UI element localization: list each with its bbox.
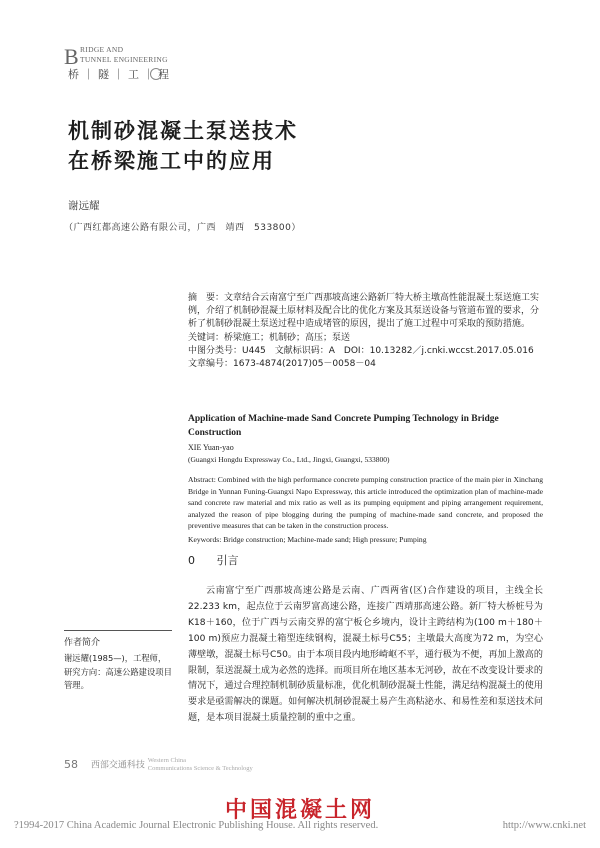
article-author: 谢远耀 [68,200,100,212]
section-heading [188,552,239,568]
english-abstract-text: Abstract: Combined with the high performance concrete pumping construction practice of the main pier in Xinchang Bridge in Yunnan Funing-Guangxi Napo Expressway, this article introduced the optimization plan of machine-made sand concrete raw material and mix ratio as well as its pumping equipment and piping arrangement requirement, analyzed the reason of pipe blogging during the pumping of machine-made sand concrete, and proposed the preventive measures that can be taken in the construction process. [188,475,543,531]
page-footer [64,757,253,773]
section-title: 引言 [216,554,239,567]
author-note-text: 谢远耀(1985—)，工程师，研究方向：高速公路建设项目管理。 [64,653,172,690]
journal-logo-line2: TUNNEL ENGINEERING [80,55,168,64]
journal-name-en-line1: Western China [147,757,187,764]
article-affiliation: （广西红都高速公路有限公司，广西 靖西 533800） [64,223,301,233]
journal-name-en [148,757,253,773]
page-number: 58 [64,757,78,771]
site-watermark: 中国混凝土网 [224,798,375,823]
abstract-cn-text: 摘 要：文章结合云南富宁至广西那坡高速公路新厂特大桥主墩高性能混凝土泵送施工实例，介绍了机制砂混凝土原材料及配合比的优化方案及其泵送设备与管道布置的要求，分析了机制砂混凝土泵送过程中造成堵管的原因，提出了施工过程中可采取的预防措施。 [188,293,540,330]
journal-emblem-icon [150,68,162,80]
article-number-line: 文章编号：1673-4874(2017)05－0058－04 [188,358,376,369]
section-body-text: 云南富宁至广西那坡高速公路是云南、广西两省(区)合作建设的项目，主线全长22.233 km，起点位于云南罗富高速公路，连接广西靖那高速公路。新厂特大桥桩号为K18＋160，位于广西与云南交界的富宁板仑乡境内，设计主跨结构为(100 m＋180＋100 m)预应力混凝土箱型连续钢构，混凝土标号C55；主墩最大高度为72 m，为空心薄壁墩，混凝土标号C50。由于本项目段内地形崎岖不平，通行极为不便，再加上激高的限制，泵送混凝土成为必然的选择。而项目所在地区基本无河砂，故在不改变设计要求的情况下，通过合理控制机制砂质量标准，优化机制砂混凝土性能，满足结构混凝土的使用要求是亟需解决的课题。如何解决机制砂混凝土易产生高粘泌水、和易性差和泵送技术问题，是本项目混凝土质量控制的重中之重。 [188,586,543,724]
cnki-url: http://www.cnki.net [502,820,586,831]
keywords-cn: 关键词：桥梁施工；机制砂；高压；泵送 [188,332,351,343]
english-abstract-block [188,412,543,546]
journal-logo-english [80,45,168,65]
section-number: 0 [188,554,195,567]
english-author: XIE Yuan-yao [188,443,234,452]
abstract-cn-block [188,292,543,371]
english-affiliation: (Guangxi Hongdu Expressway Co., Ltd., Jingxi, Guangxi, 533800) [188,455,390,464]
english-title: Application of Machine-made Sand Concrete Pumping Technology in Bridge Construction [188,414,499,438]
journal-name-cn: 西部交通科技 [90,760,145,771]
copyright-text: ?1994-2017 China Academic Journal Electronic Publishing House. All rights reserved. [14,820,379,831]
article-title-line1: 机制砂混凝土泵送技术 [68,119,298,143]
author-note-title: 作者简介 [64,638,101,648]
english-keywords: Keywords: Bridge construction; Machine-made sand; High pressure; Pumping [188,534,427,544]
journal-section-label: 桥｜隧｜工｜程 [68,68,173,81]
journal-name-en-line2: Communications Science & Technology [147,765,253,772]
classification-line: 中图分类号：U445 文献标识码：A DOI：10.13282／j.cnki.wccst.2017.05.016 [188,345,534,356]
author-note-divider [64,630,172,631]
article-title-line2: 在桥梁施工中的应用 [68,149,275,173]
author-note [64,630,172,693]
journal-logo-line1: RIDGE AND [80,45,124,54]
article-title [68,116,298,176]
journal-logo-letter: B [64,44,79,69]
copyright-bar [14,820,586,831]
